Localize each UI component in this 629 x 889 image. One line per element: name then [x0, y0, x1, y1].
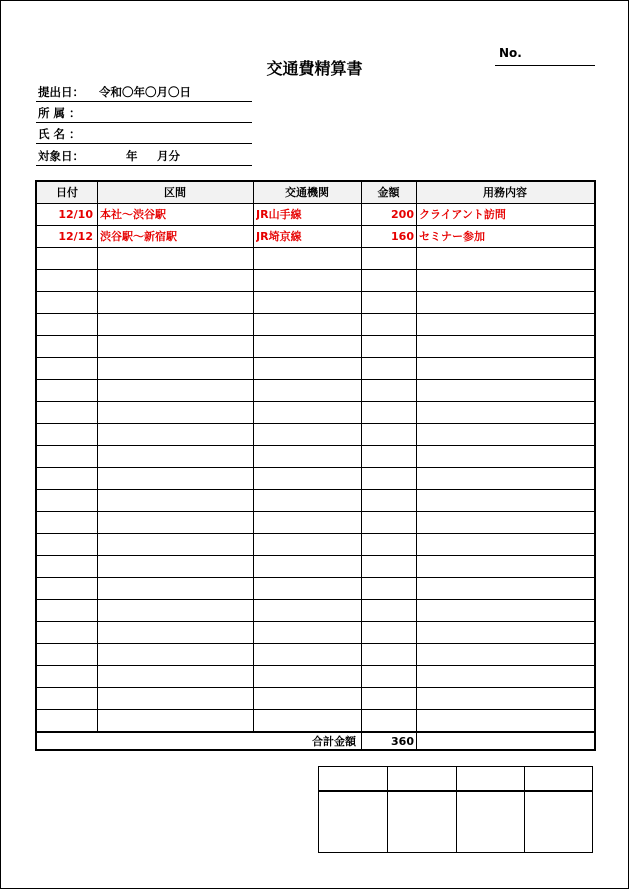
table-row[interactable]: [37, 556, 594, 578]
cell-purpose[interactable]: クライアント訪問: [419, 208, 506, 221]
cell-date[interactable]: 12/10: [58, 208, 93, 221]
total-divider: [416, 733, 417, 749]
table-row[interactable]: [37, 446, 594, 468]
table-row[interactable]: [37, 424, 594, 446]
column-header-amount: 金額: [377, 186, 400, 199]
cell-amount[interactable]: 200: [391, 208, 414, 221]
table-row[interactable]: [37, 226, 594, 248]
total-label: 合計金額: [312, 735, 356, 748]
target-month-row[interactable]: [36, 144, 252, 166]
table-row[interactable]: [37, 578, 594, 600]
table-row[interactable]: [37, 468, 594, 490]
stamp-divider: [524, 767, 525, 852]
expense-table: [35, 180, 596, 751]
table-row[interactable]: [37, 336, 594, 358]
table-row[interactable]: [37, 534, 594, 556]
column-divider: [97, 182, 98, 731]
total-divider: [361, 733, 362, 749]
target-month-value[interactable]: 年 月分: [99, 149, 181, 163]
column-header-date: 日付: [56, 186, 78, 199]
number-field[interactable]: [495, 65, 595, 66]
table-row[interactable]: [37, 204, 594, 226]
table-row[interactable]: [37, 600, 594, 622]
table-row[interactable]: [37, 512, 594, 534]
table-row[interactable]: [37, 292, 594, 314]
column-header-section: 区間: [164, 186, 186, 199]
table-row[interactable]: [37, 490, 594, 512]
target-month-label: 対象日：: [38, 149, 84, 163]
name-row[interactable]: [36, 122, 252, 144]
cell-amount[interactable]: 160: [391, 230, 414, 243]
stamp-divider: [456, 767, 457, 852]
table-row[interactable]: [37, 666, 594, 688]
stamp-divider: [387, 767, 388, 852]
column-divider: [253, 182, 254, 731]
department-row[interactable]: [36, 101, 252, 123]
approval-stamp-boxes: [318, 766, 593, 853]
table-row[interactable]: [37, 270, 594, 292]
submission-date-value[interactable]: 令和〇年〇月〇日: [99, 85, 191, 99]
table-header: [37, 182, 594, 204]
cell-transport[interactable]: JR山手線: [256, 208, 302, 221]
table-row[interactable]: [37, 380, 594, 402]
column-header-purpose: 用務内容: [483, 186, 527, 199]
number-label: No.: [499, 46, 522, 60]
total-value: 360: [391, 735, 414, 748]
table-row[interactable]: [37, 622, 594, 644]
cell-section[interactable]: 本社～渋谷駅: [100, 208, 166, 221]
table-row[interactable]: [37, 644, 594, 666]
submission-date-row[interactable]: [36, 80, 252, 102]
form-title: 交通費精算書: [266, 59, 363, 78]
table-row[interactable]: [37, 688, 594, 710]
department-label: 所 属 ：: [38, 106, 81, 120]
submission-date-label: 提出日：: [38, 85, 84, 99]
table-row[interactable]: [37, 248, 594, 270]
cell-date[interactable]: 12/12: [58, 230, 93, 243]
cell-transport[interactable]: JR埼京線: [256, 230, 302, 243]
name-label: 氏 名 ：: [38, 127, 81, 141]
table-row[interactable]: [37, 710, 594, 732]
column-divider: [416, 182, 417, 731]
column-header-transport: 交通機関: [285, 186, 329, 199]
cell-section[interactable]: 渋谷駅～新宿駅: [100, 230, 177, 243]
cell-purpose[interactable]: セミナー参加: [419, 230, 485, 243]
column-divider: [361, 182, 362, 731]
table-row[interactable]: [37, 358, 594, 380]
table-row[interactable]: [37, 314, 594, 336]
total-row: [37, 731, 594, 751]
table-row[interactable]: [37, 402, 594, 424]
